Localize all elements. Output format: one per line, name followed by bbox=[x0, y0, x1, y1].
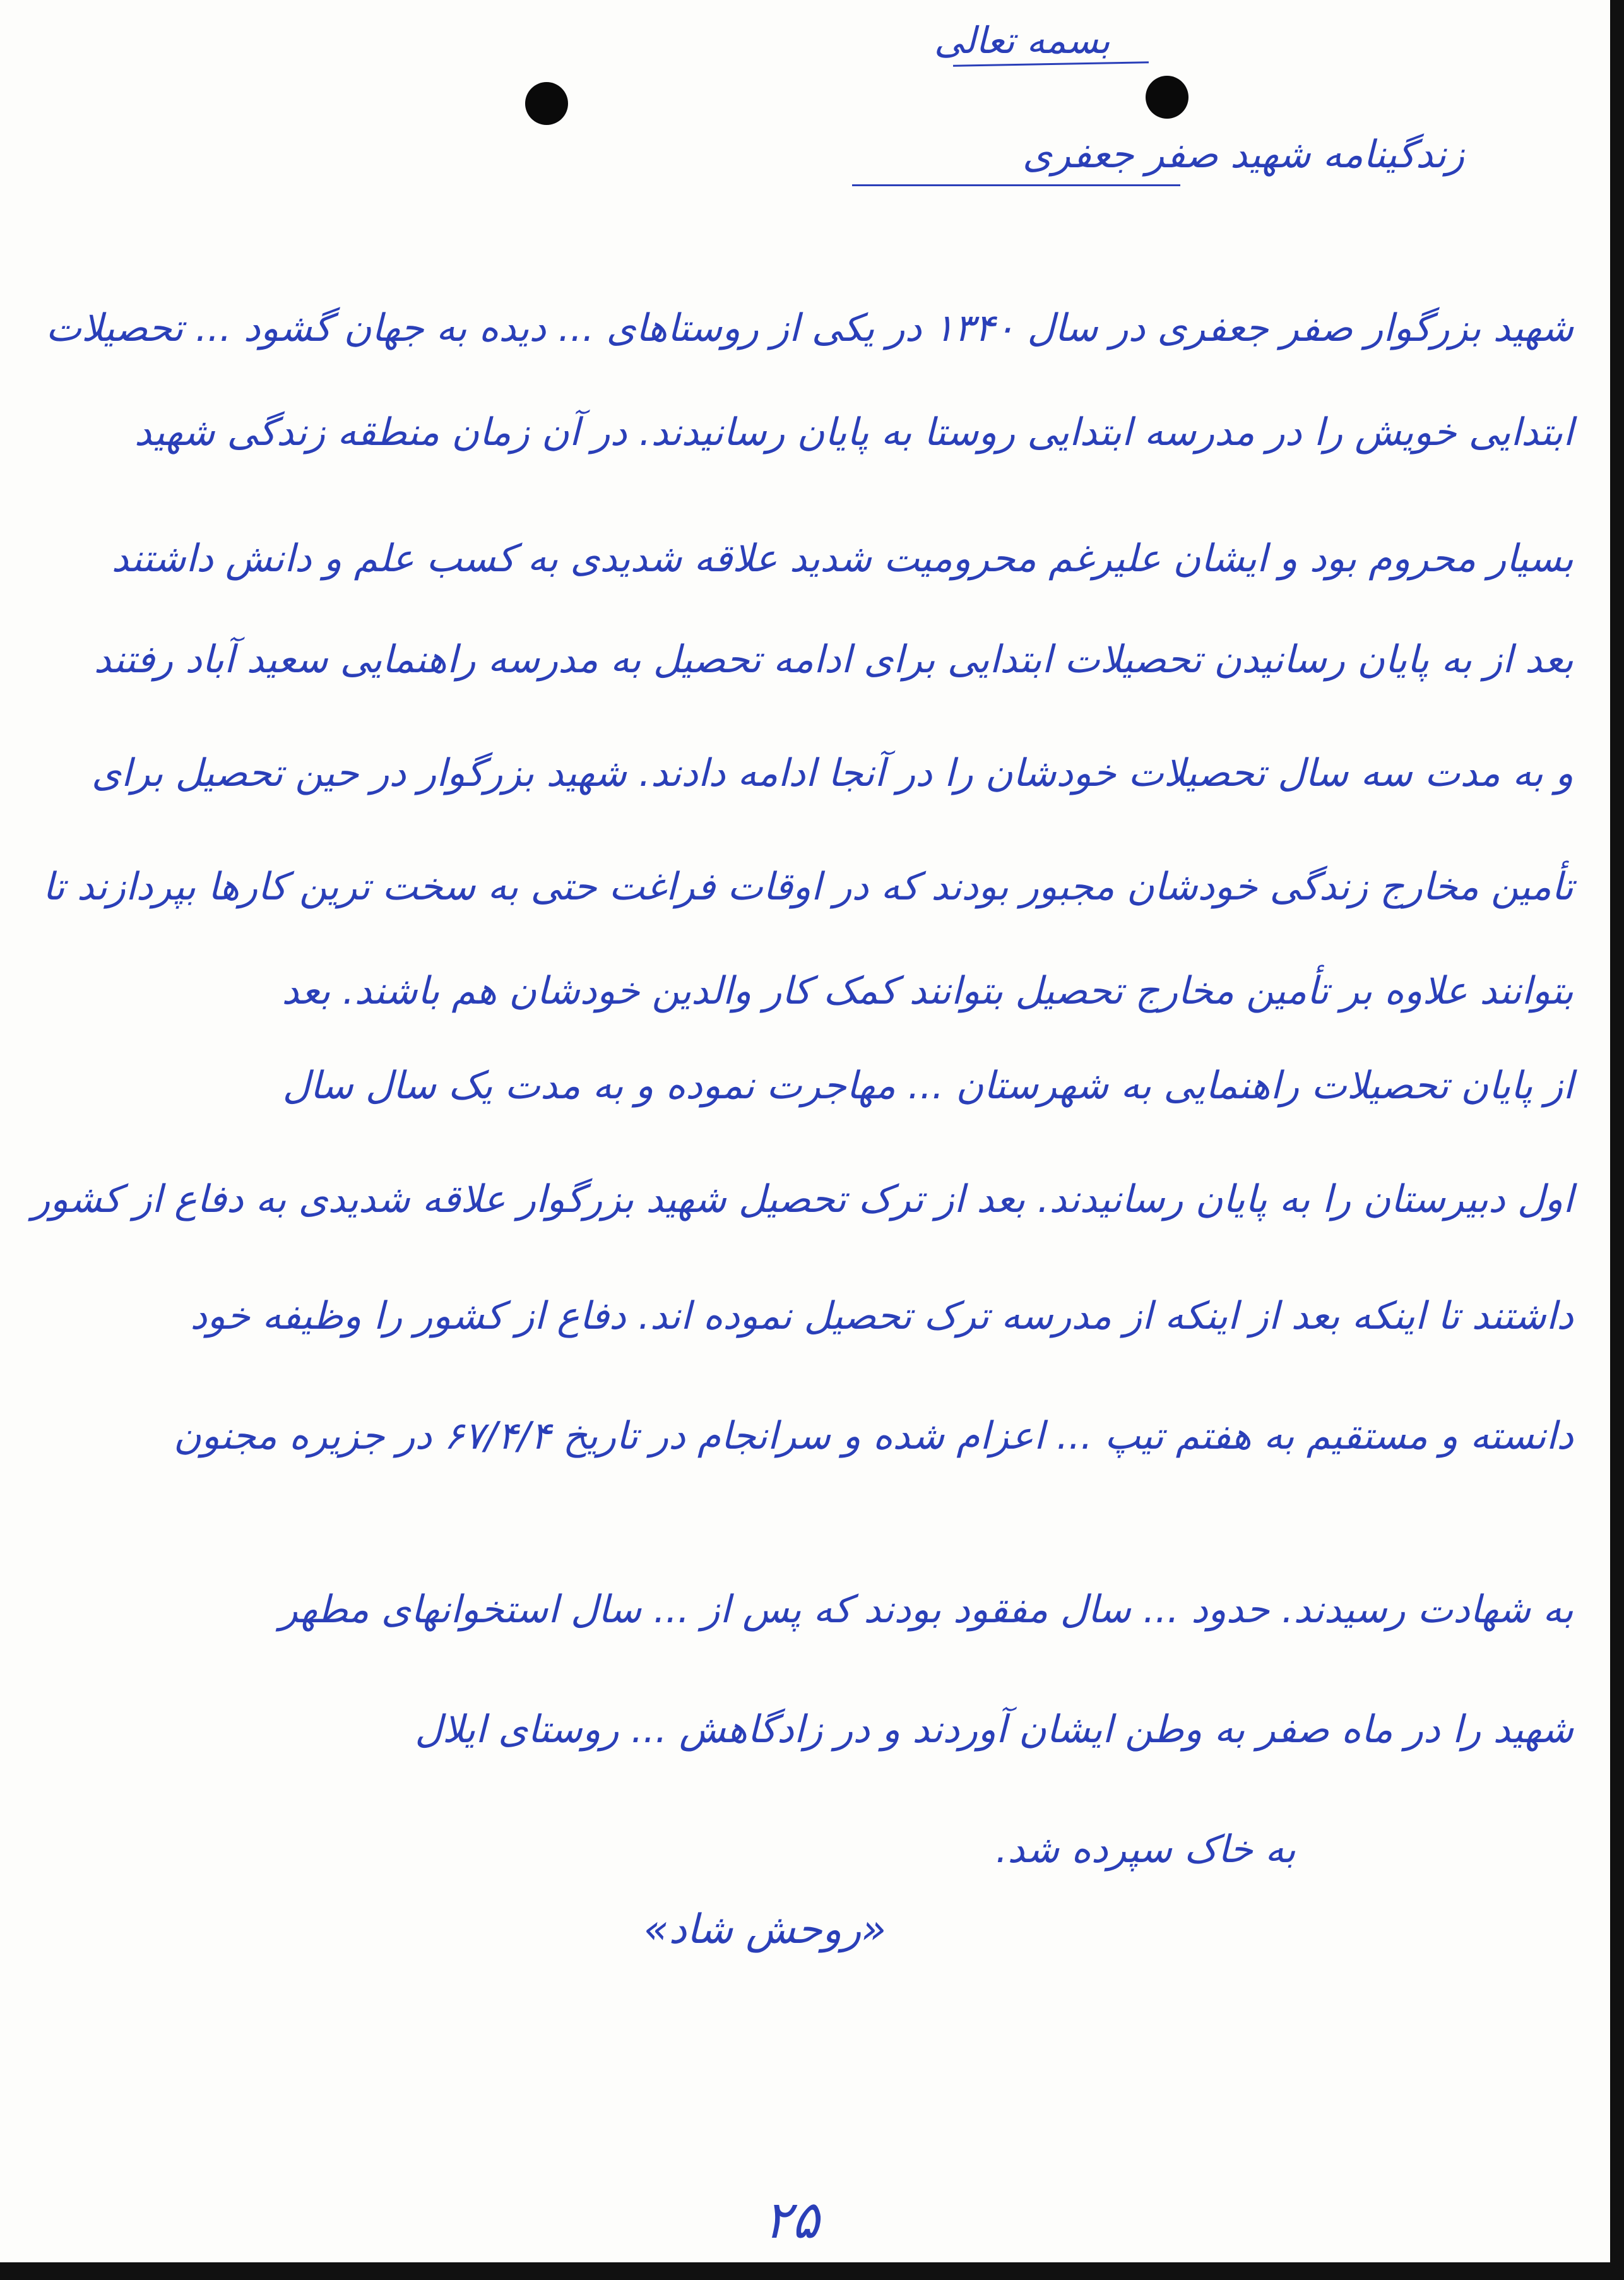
bismillah-underline bbox=[953, 61, 1149, 66]
body-line: داشتند تا اینکه بعد از اینکه از مدرسه ترک تحصیل نموده اند. دفاع از کشور را وظیفه خود bbox=[190, 1294, 1574, 1338]
body-line: از پایان تحصیلات راهنمایی به شهرستان ... مهاجرت نموده و به مدت یک سال سال bbox=[282, 1064, 1574, 1108]
body-line: و به مدت سه سال تحصیلات خودشان را در آنجا ادامه دادند. شهید بزرگوار در حین تحصیل برای bbox=[91, 751, 1574, 795]
punch-hole-left bbox=[525, 82, 568, 125]
body-line: اول دبیرستان را به پایان رسانیدند. بعد از ترک تحصیل شهید بزرگوار علاقه شدیدی به دفاع از کشور bbox=[32, 1177, 1574, 1221]
document-title: زندگینامه شهید صفر جعفری bbox=[1022, 133, 1465, 177]
scan-edge-right bbox=[1610, 0, 1624, 2280]
closing-phrase: «روحش شاد» bbox=[644, 1906, 886, 1953]
page-number: ۲۵ bbox=[764, 2190, 820, 2250]
body-line: دانسته و مستقیم به هفتم تیپ ... اعزام شده و سرانجام در تاریخ ۶۷/۴/۴ در جزیره مجنون bbox=[173, 1414, 1574, 1458]
body-line: بسیار محروم بود و ایشان علیرغم محرومیت شدید علاقه شدیدی به کسب علم و دانش داشتند bbox=[111, 537, 1574, 581]
punch-hole-right bbox=[1146, 76, 1188, 119]
scan-edge-bottom bbox=[0, 2262, 1624, 2280]
body-line: به خاک سپرده شد. bbox=[995, 1827, 1296, 1872]
body-line: تأمین مخارج زندگی خودشان مجبور بودند که در اوقات فراغت حتی به سخت ترین کارها بپردازند تا bbox=[42, 865, 1574, 909]
body-line: ابتدایی خویش را در مدرسه ابتدایی روستا به پایان رسانیدند. در آن زمان منطقه زندگی شهید bbox=[134, 410, 1574, 454]
body-line: بعد از به پایان رسانیدن تحصیلات ابتدایی برای ادامه تحصیل به مدرسه راهنمایی سعید آباد رفتند bbox=[93, 638, 1574, 682]
title-underline bbox=[852, 184, 1180, 186]
bismillah-heading: بسمه تعالی bbox=[934, 19, 1110, 62]
body-line: شهید بزرگوار صفر جعفری در سال ۱۳۴۰ در یکی از روستاهای ... دیده به جهان گشود ... تحصیلات bbox=[45, 306, 1574, 350]
body-line: به شهادت رسیدند. حدود ... سال مفقود بودند که پس از ... سال استخوانهای مطهر bbox=[279, 1588, 1574, 1632]
body-line: بتوانند علاوه بر تأمین مخارج تحصیل بتوانند کمک کار والدین خودشان هم باشند. بعد bbox=[282, 969, 1574, 1013]
body-line: شهید را در ماه صفر به وطن ایشان آوردند و در زادگاهش ... روستای ایلال bbox=[415, 1707, 1574, 1752]
